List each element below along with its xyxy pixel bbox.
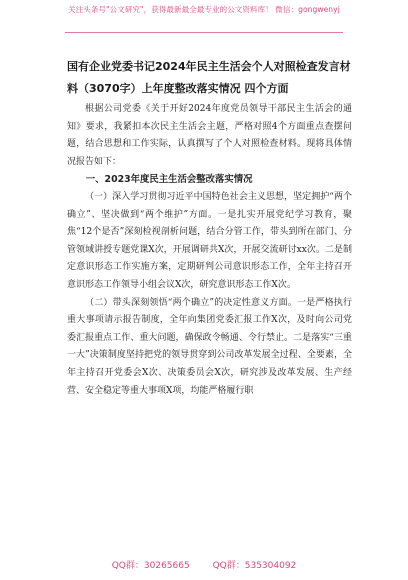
section-heading: 一、2023年度民主生活会整改落实情况 — [85, 174, 253, 186]
qq-group-1: QQ群：30265665 — [111, 561, 190, 571]
document-body — [67, 101, 352, 400]
footer-contacts — [0, 558, 408, 571]
intro-paragraph: 根据公司党委《关于开好2024年度党员领导干部民主生活会的通知》要求，我紧扣本次民主生活会主题，严格对照4个方面重点查摆问题，结合思想和工作实际，认真撰写了个人对照检查材料。现将具体情况报告如下： — [67, 104, 352, 167]
qq-group-2: QQ群：535304092 — [212, 561, 297, 571]
paragraph-2: （二）带头深刻领悟“两个确立”的决定性意义方面。一是严格执行重大事项请示报告制度，全年向集团党委汇报工作X次，及时向公司党委汇报重点工作、重大问题，确保政令畅通、令行禁止。二是落实“三重一大”决策制度坚持把党的领导贯穿到公司改革发展全过程、全要素，全年主持召开党委会X次、决策委员会X次，研究涉及改革发展、生产经营、安全稳定等重大事项X项，均能严格履行职 — [67, 297, 352, 396]
paragraph-1: （一）深入学习贯彻习近平中国特色社会主义思想，坚定拥护“两个确立”、坚决做到“两个维护”方面。一是扎实开展党纪学习教育，聚焦“12个是否”深刻检视剖析问题，结合分管工作，带头到所在部门、分管领域讲授专题党课X次，开展调研共X次，开展交流研讨xx次。二是制定意识形态工作实施方案，定期研判公司意识形态工作，全年主持召开意识形态工作领导小组会议X次，研究意识形态工作X次。 — [67, 191, 352, 290]
document-title: 国有企业党委书记2024年民主生活会个人对照检查发言材料（3070字）上年度整改落实情况 四个方面 — [67, 60, 351, 95]
banner-divider — [65, 32, 343, 33]
top-banner: 关注头条号"公文研究"，获得最新最全最专业的公文资料库！ 微信：gongwenyj — [68, 5, 340, 14]
